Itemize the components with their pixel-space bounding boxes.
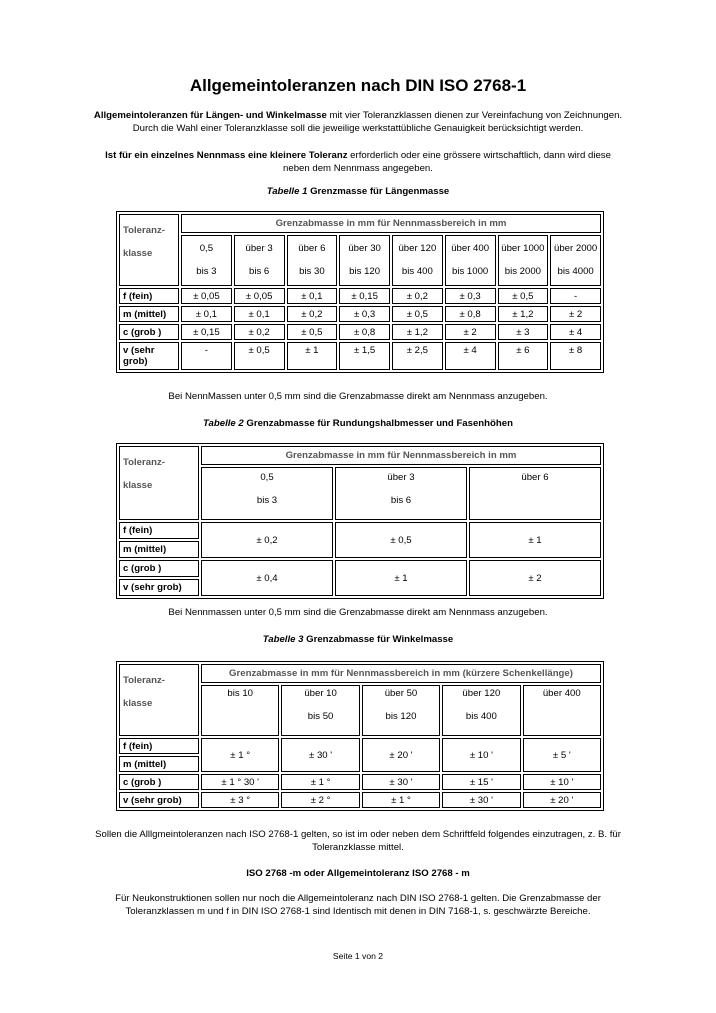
row-label-f: f (fein) xyxy=(119,522,199,539)
row-label-m: m (mittel) xyxy=(119,756,199,772)
row-label-m: m (mittel) xyxy=(119,541,199,558)
row-label-c: c (grob ) xyxy=(119,774,199,790)
intro-bold-lead: Allgemeintoleranzen für Längen- und Winkelmasse xyxy=(93,110,327,121)
value-cell: ± 0,3 xyxy=(339,306,390,322)
closing-line2: Toleranzklasse mittel. xyxy=(312,841,404,853)
row-label-f: f (fein) xyxy=(119,738,199,754)
table1-caption-label: Tabelle 1 xyxy=(266,186,308,197)
value-cell: ± 0,5 xyxy=(498,288,549,304)
para2-rest: erforderlich oder eine grössere wirtschaftlich, dann wird diese xyxy=(347,150,611,161)
value-cell: ± 0,05 xyxy=(181,288,232,304)
table1-range-cell: über 3 bis 6 xyxy=(234,235,285,286)
table-row xyxy=(119,792,601,808)
intro-line2: Durch die Wahl einer Toleranzklasse soll die jeweilige werkstattübliche Genauigkeit berücksichtigt werden. xyxy=(132,122,584,134)
value-cell: ± 0,8 xyxy=(339,324,390,340)
table1-length-tolerances xyxy=(116,211,604,373)
value-cell: ± 20 ' xyxy=(523,792,601,808)
value-cell: ± 1,2 xyxy=(392,324,443,340)
value-cell: ± 30 ' xyxy=(281,738,359,772)
value-cell: ± 1 ° 30 ' xyxy=(201,774,279,790)
table2-row-header-bottom: klasse xyxy=(123,480,153,491)
table3-range-cell: über 400 xyxy=(523,685,601,736)
value-cell: ± 0,8 xyxy=(445,306,496,322)
table3-range-cell: über 120 bis 400 xyxy=(442,685,520,736)
row-label-v: v (sehr grob) xyxy=(119,342,179,370)
row-label-f: f (fein) xyxy=(119,288,179,304)
table2-note: Bei Nennmassen unter 0,5 mm sind die Grenzabmasse direkt am Nennmass anzugeben. xyxy=(168,607,548,618)
table2-row-header-top: Toleranz- xyxy=(123,457,165,468)
table-row xyxy=(119,342,601,370)
table2-range-cell: 0,5 bis 3 xyxy=(201,467,333,520)
table-row xyxy=(119,774,601,790)
table-row xyxy=(119,324,601,340)
designation-example: ISO 2768 -m oder Allgemeintoleranz ISO 2768 - m xyxy=(246,868,470,879)
value-cell: ± 15 ' xyxy=(442,774,520,790)
table3-range-cell: über 10 bis 50 xyxy=(281,685,359,736)
table1-range-cell: über 1000 bis 2000 xyxy=(498,235,549,286)
intro-rest: mit vier Toleranzklassen dienen zur Vereinfachung von Zeichnungen. xyxy=(326,110,623,121)
value-cell: ± 2 xyxy=(550,306,601,322)
value-cell: ± 1 ° xyxy=(362,792,440,808)
value-cell: ± 4 xyxy=(445,342,496,370)
value-cell: ± 30 ' xyxy=(442,792,520,808)
table1-range-cell: über 120 bis 400 xyxy=(392,235,443,286)
row-label-v: v (sehr grob) xyxy=(119,792,199,808)
value-cell: - xyxy=(181,342,232,370)
value-cell: ± 1 ° xyxy=(201,738,279,772)
table2-range-cell: über 6 xyxy=(469,467,601,520)
value-cell: ± 0,15 xyxy=(339,288,390,304)
page-title: Allgemeintoleranzen nach DIN ISO 2768-1 xyxy=(189,76,527,95)
value-cell: ± 0,4 xyxy=(201,560,333,596)
value-cell: ± 2 xyxy=(469,560,601,596)
value-cell: - xyxy=(550,288,601,304)
table2-radius-chamfer-tolerances xyxy=(116,443,604,599)
table3-row-header xyxy=(119,664,199,736)
table3-row-header-bottom: klasse xyxy=(123,698,153,709)
table3-group-header: Grenzabmasse in mm für Nennmassbereich in mm (kürzere Schenkellänge) xyxy=(201,664,601,683)
value-cell: ± 0,2 xyxy=(287,306,338,322)
row-label-c: c (grob ) xyxy=(119,324,179,340)
value-cell: ± 2,5 xyxy=(392,342,443,370)
value-cell: ± 0,1 xyxy=(181,306,232,322)
value-cell: ± 1,5 xyxy=(339,342,390,370)
value-cell: ± 4 xyxy=(550,324,601,340)
value-cell: ± 0,1 xyxy=(287,288,338,304)
closing-paragraph xyxy=(40,829,676,854)
table1-range-cell: über 6 bis 30 xyxy=(287,235,338,286)
value-cell: ± 0,2 xyxy=(201,522,333,558)
table3-caption xyxy=(0,634,716,645)
para2-line2: neben dem Nennmass angegeben. xyxy=(283,162,433,174)
value-cell: ± 0,1 xyxy=(234,306,285,322)
table2-group-header: Grenzabmasse in mm für Nennmassbereich in mm xyxy=(201,446,601,465)
value-cell: ± 1 xyxy=(469,522,601,558)
value-cell: ± 0,2 xyxy=(392,288,443,304)
value-cell: ± 0,5 xyxy=(335,522,467,558)
value-cell: ± 20 ' xyxy=(362,738,440,772)
table2-caption-label: Tabelle 2 xyxy=(203,418,244,429)
para2-bold-lead: Ist für ein einzelnes Nennmass eine kleinere Toleranz xyxy=(105,150,348,161)
table2-range-cell: über 3 bis 6 xyxy=(335,467,467,520)
table2-caption-text: Grenzabmasse für Rundungshalbmesser und Fasenhöhen xyxy=(243,418,513,429)
table1-range-cell: über 2000 bis 4000 xyxy=(550,235,601,286)
value-cell: ± 3 xyxy=(498,324,549,340)
smaller-tolerance-paragraph xyxy=(60,150,656,175)
value-cell: ± 1 xyxy=(335,560,467,596)
value-cell: ± 10 ' xyxy=(523,774,601,790)
table1-caption xyxy=(0,186,716,197)
value-cell: ± 2 ° xyxy=(281,792,359,808)
value-cell: ± 10 ' xyxy=(442,738,520,772)
table1-range-cell: über 400 bis 1000 xyxy=(445,235,496,286)
table2-row-header xyxy=(119,446,199,520)
table1-note: Bei NennMassen unter 0,5 mm sind die Grenzabmasse direkt am Nennmass anzugeben. xyxy=(168,391,548,402)
table1-row-header xyxy=(119,214,179,286)
page-number: Seite 1 von 2 xyxy=(332,951,384,961)
value-cell: ± 1,2 xyxy=(498,306,549,322)
row-label-m: m (mittel) xyxy=(119,306,179,322)
value-cell: ± 0,3 xyxy=(445,288,496,304)
value-cell: ± 0,5 xyxy=(392,306,443,322)
table2-caption xyxy=(0,418,716,429)
final-line1: Für Neukonstruktionen sollen nur noch die Allgemeintoleranz nach DIN ISO 2768-1 gelten. Die Grenzabmasse der xyxy=(115,893,601,904)
value-cell: ± 0,5 xyxy=(234,342,285,370)
final-paragraph xyxy=(40,893,676,918)
table1-ranges-row xyxy=(119,235,601,286)
value-cell: ± 1 xyxy=(287,342,338,370)
table3-range-cell: bis 10 xyxy=(201,685,279,736)
value-cell: ± 5 ' xyxy=(523,738,601,772)
table3-caption-label: Tabelle 3 xyxy=(262,634,304,645)
table-row xyxy=(119,288,601,304)
final-line2: Toleranzklassen m und f in DIN ISO 2768-1 sind Identisch mit denen in DIN 7168-1, s. geschwärzte Bereiche. xyxy=(125,905,591,917)
value-cell: ± 1 ° xyxy=(281,774,359,790)
table3-angle-tolerances xyxy=(116,661,604,811)
table1-range-cell: 0,5 bis 3 xyxy=(181,235,232,286)
table1-caption-text: Grenzmasse für Längenmasse xyxy=(307,186,450,197)
row-label-c: c (grob ) xyxy=(119,560,199,577)
table-row xyxy=(119,306,601,322)
value-cell: ± 3 ° xyxy=(201,792,279,808)
value-cell: ± 6 xyxy=(498,342,549,370)
table1-group-header: Grenzabmasse in mm für Nennmassbereich in mm xyxy=(181,214,601,233)
value-cell: ± 0,05 xyxy=(234,288,285,304)
row-label-v: v (sehr grob) xyxy=(119,579,199,596)
value-cell: ± 0,5 xyxy=(287,324,338,340)
table3-caption-text: Grenzabmasse für Winkelmasse xyxy=(303,634,454,645)
intro-paragraph xyxy=(60,110,656,135)
closing-line1: Sollen die Alllgmeintoleranzen nach ISO 2768-1 gelten, so ist im oder neben dem Schriftfeld folgendes einzutragen, z. B. für xyxy=(95,829,621,840)
table1-range-cell: über 30 bis 120 xyxy=(339,235,390,286)
value-cell: ± 8 xyxy=(550,342,601,370)
table3-range-cell: über 50 bis 120 xyxy=(362,685,440,736)
value-cell: ± 30 ' xyxy=(362,774,440,790)
table3-row-header-top: Toleranz- xyxy=(123,675,165,686)
value-cell: ± 2 xyxy=(445,324,496,340)
value-cell: ± 0,2 xyxy=(234,324,285,340)
table1-row-header-bottom: klasse xyxy=(123,248,153,259)
value-cell: ± 0,15 xyxy=(181,324,232,340)
table1-row-header-top: Toleranz- xyxy=(123,225,165,236)
